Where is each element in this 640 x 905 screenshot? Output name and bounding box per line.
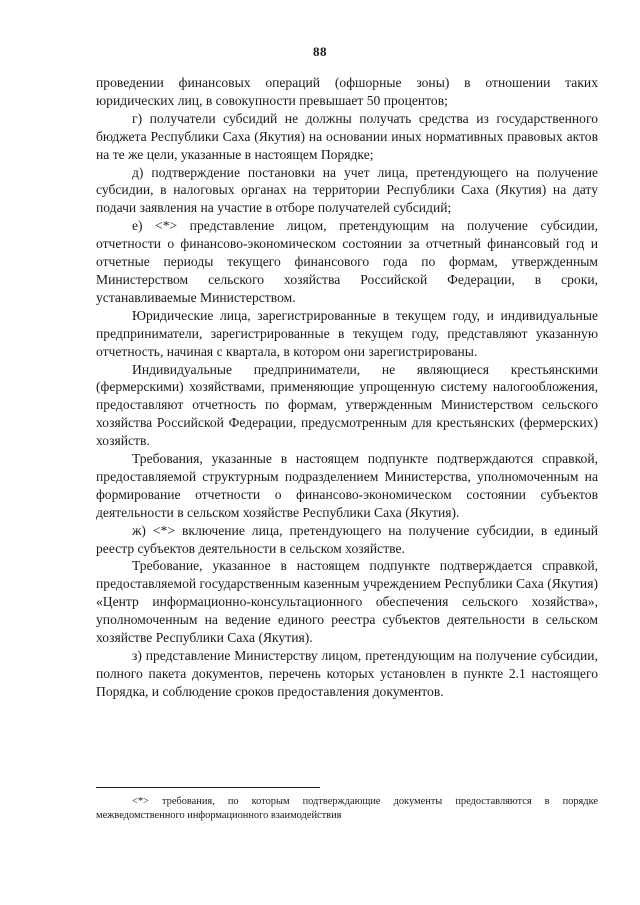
document-body xyxy=(96,74,598,701)
paragraph-item-zh: ж) <*> включение лица, претендующего на получение субсидии, в единый реестр субъектов деятельности в сельском хозяйстве. xyxy=(96,522,598,556)
paragraph-item-g: г) получатели субсидий не должны получать средства из государственного бюджета Республики Саха (Якутия) на основании иных нормативных правовых актов на те же цели, указанные в настоящем Порядке; xyxy=(96,110,598,162)
footnote-divider xyxy=(96,787,320,788)
page-number: 88 xyxy=(313,44,327,59)
paragraph-item-d: д) подтверждение постановки на учет лица, претендующего на получение субсидии, в налоговых органах на территории Республики Саха (Якутия) на дату подачи заявления на участие в отборе получателей субсидий; xyxy=(96,164,598,216)
paragraph-legal-entities: Юридические лица, зарегистрированные в текущем году, и индивидуальные предприниматели, зарегистрированные в текущем году, представляют указанную отчетность, начиная с квартала, в котором они зарегистрированы. xyxy=(96,307,598,359)
paragraph-requirement-registry: Требование, указанное в настоящем подпункте подтверждается справкой, предоставляемой государственным казенным учреждением Республики Саха (Якутия) «Центр информационно-консультационного обеспечения сельского хозяйства», уполномоченным на ведение единого реестра субъектов деятельности в сельском хозяйстве Республики Саха (Якутия). xyxy=(96,558,598,646)
footnote-text: <*> требования, по которым подтверждающие документы предоставляются в порядке межведомственного информационного взаимодействия xyxy=(96,796,598,821)
paragraph-requirements-certificate: Требования, указанные в настоящем подпункте подтверждаются справкой, предоставляемой структурным подразделением Министерства, уполномоченным на формирование отчетности о финансово-экономическом состоянии субъектов деятельности в сельском хозяйстве Республики Саха (Якутия). xyxy=(96,451,598,520)
footnote xyxy=(96,795,598,823)
paragraph-individual-entrepreneurs: Индивидуальные предприниматели, не являющиеся крестьянскими (фермерскими) хозяйствами, применяющие упрощенную систему налогообложения, предоставляют отчетность по формам, утвержденным Министерством сельского хозяйства Российской Федерации, предусмотренным для крестьянских (фермерских) хозяйств. xyxy=(96,361,598,449)
paragraph-continuation: проведении финансовых операций (офшорные зоны) в отношении таких юридических лиц, в совокупности превышает 50 процентов; xyxy=(96,75,598,108)
paragraph-item-z: з) представление Министерству лицом, претендующим на получение субсидии, полного пакета документов, перечень которых установлен в пункте 2.1 настоящего Порядка, и соблюдение сроков предоставления документов. xyxy=(96,648,598,699)
paragraph-item-e: е) <*> представление лицом, претендующим на получение субсидии, отчетности о финансово-экономическом состоянии за отчетный финансовый год и отчетные периоды текущего финансового года по формам, утвержденным Министерством сельского хозяйства Российской Федерации, в сроки, устанавливаемые Министерством. xyxy=(96,218,598,305)
